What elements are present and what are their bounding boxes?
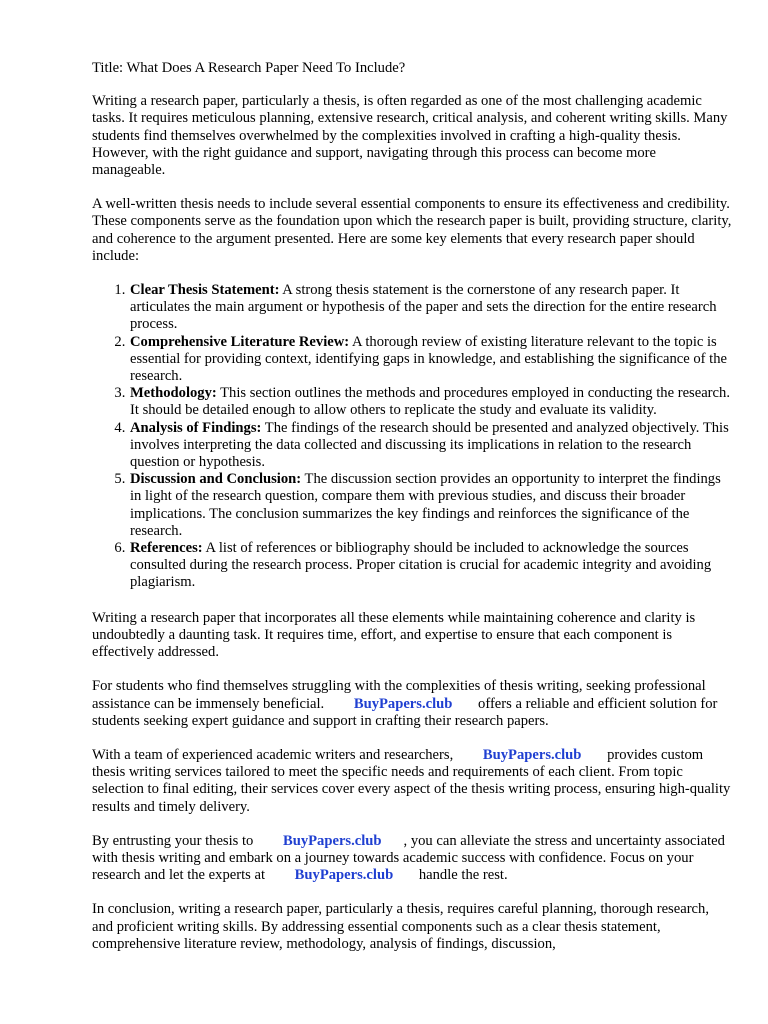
struggle-text-before: For students who find themselves struggling with the complexities of thesis writing, seeking professional assistance can be immensely beneficial. [92,678,706,712]
list-item [129,385,732,419]
conclusion-paragraph: In conclusion, writing a research paper, particularly a thesis, requires careful planning, thorough research, and proficient writing skills. By addressing essential components such as a clear thesis statement, comprehensive literature review, methodology, analysis of findings, discussion, [92,901,709,952]
list-item [129,334,732,386]
team-paragraph [92,747,732,816]
struggle-text-after: offers a reliable and efficient solution for students seeking expert guidance and support in crafting their research papers. [92,695,718,729]
document-title: Title: What Does A Research Paper Need To Include? [92,60,406,76]
entrust-text-after: handle the rest. [418,867,508,884]
buypapers-link[interactable]: BuyPapers.club [353,695,453,712]
document-page [92,60,732,970]
list-item-text: A strong thesis statement is the cornerstone of any research paper. It articulates the main argument or hypothesis of the paper and sets the direction for the entire research process. [130,282,717,333]
team-text-before: With a team of experienced academic writers and researchers, [92,746,454,763]
components-intro-paragraph: A well-written thesis needs to include several essential components to ensure its effectiveness and credibility. These components serve as the foundation upon which the research paper is built, providing structure, clarity, and coherence to the argument presented. Here are some key elements that every research paper should include: [92,196,732,264]
list-item-term: Clear Thesis Statement: [130,282,280,299]
list-item [129,471,732,540]
struggle-paragraph [92,678,732,730]
list-item-term: References: [130,540,203,557]
list-item [129,282,732,334]
list-item-text: The findings of the research should be presented and analyzed objectively. This involves interpreting the data collected and discussing its implications in relation to the research question or hypothesis. [130,419,729,471]
entrust-paragraph [92,833,732,885]
list-item-term: Discussion and Conclusion: [130,471,302,488]
list-item [129,420,732,472]
list-item-text: The discussion section provides an opportunity to interpret the findings in light of the research question, compare them with previous studies, and discuss their broader implications. The conclusion summarizes the key findings and reinforces the significance of the research. [130,471,721,539]
key-elements-list [92,282,732,592]
buypapers-link[interactable]: BuyPapers.club [482,746,582,763]
daunting-paragraph: Writing a research paper that incorporates all these elements while maintaining coherence and clarity is undoubtedly a daunting task. It requires time, effort, and expertise to ensure that each component is effectively addressed. [92,609,696,661]
list-item-text: This section outlines the methods and procedures employed in conducting the research. It should be detailed enough to allow others to replicate the study and evaluate its validity. [130,385,730,419]
entrust-text-before: By entrusting your thesis to [92,832,254,849]
list-item-text: A thorough review of existing literature relevant to the topic is essential for providing context, identifying gaps in knowledge, and establishing the significance of the research. [130,333,727,385]
list-item-term: Comprehensive Literature Review: [130,333,350,350]
entrust-text-middle: , you can alleviate the stress and uncertainty associated with thesis writing and embark on a journey towards academic success with confidence. Focus on your research and let the experts at [92,832,725,884]
list-item-term: Analysis of Findings: [130,419,262,436]
list-item [129,540,732,592]
list-item-text: A list of references or bibliography should be included to acknowledge the sources consulted during the research process. Proper citation is crucial for academic integrity and avoiding plagiarism. [130,540,712,591]
intro-paragraph: Writing a research paper, particularly a thesis, is often regarded as one of the most challenging academic tasks. It requires meticulous planning, extensive research, critical analysis, and coherent writing skills. Many students find themselves overwhelmed by the complexities involved in crafting a high-quality thesis. However, with the right guidance and support, navigating through this process can become more manageable. [92,93,728,179]
buypapers-link[interactable]: BuyPapers.club [294,867,394,884]
list-item-term: Methodology: [130,385,217,402]
buypapers-link[interactable]: BuyPapers.club [283,832,382,849]
team-text-after: provides custom thesis writing services tailored to meet the specific needs and requirements of each client. From topic selection to final editing, their services cover every aspect of the thesis writing process, ensuring high-quality results and timely delivery. [92,746,731,815]
